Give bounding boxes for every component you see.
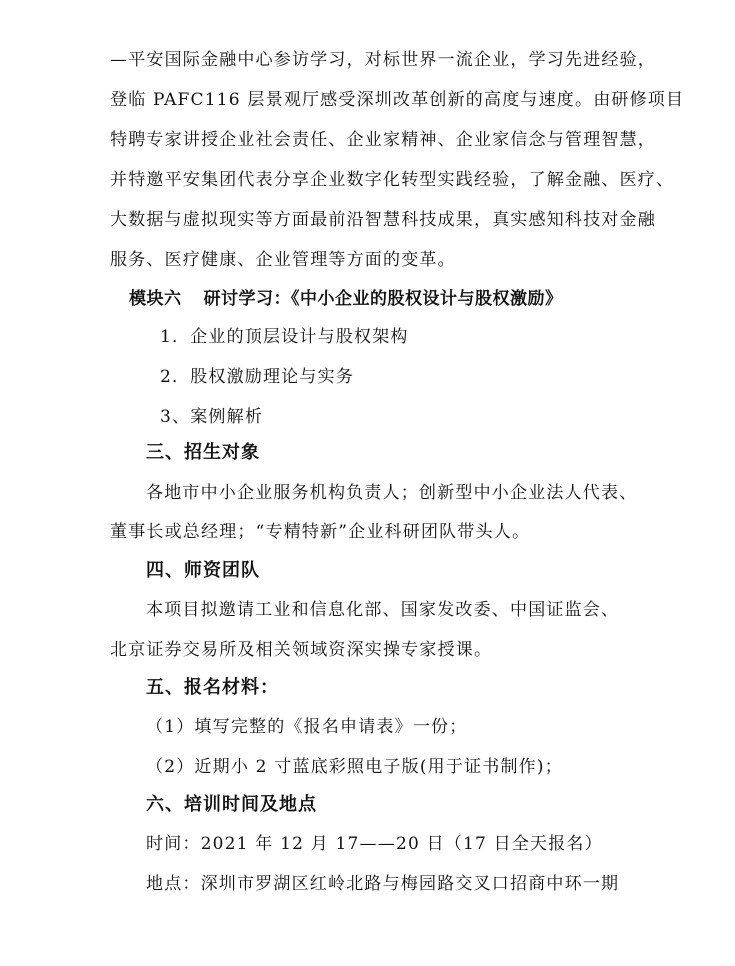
section-3-line-1: 各地市中小企业服务机构负责人；创新型中小企业法人代表、 bbox=[146, 483, 638, 503]
section-5-item-2: （2）近期小 2 寸蓝底彩照电子版(用于证书制作)； bbox=[146, 757, 563, 777]
intro-line-1: —平安国际金融中心参访学习，对标世界一流企业，学习先进经验， bbox=[110, 50, 656, 70]
section-3-heading: 三、招生对象 bbox=[146, 442, 260, 463]
section-4-line-2: 北京证券交易所及相关领域资深实操专家授课。 bbox=[110, 640, 493, 660]
section-4-line-1: 本项目拟邀请工业和信息化部、国家发改委、中国证监会、 bbox=[146, 600, 620, 620]
module-6-label: 模块六 bbox=[129, 289, 182, 309]
training-place: 地点：深圳市罗湖区红岭北路与梅园路交叉口招商中环一期 bbox=[146, 874, 620, 894]
section-6-heading: 六、培训时间及地点 bbox=[146, 794, 317, 815]
module-6-item-2: 2．股权激励理论与实务 bbox=[160, 367, 355, 387]
section-5-heading: 五、报名材料： bbox=[146, 677, 279, 698]
intro-line-5: 大数据与虚拟现实等方面最前沿智慧科技成果，真实感知科技对金融 bbox=[110, 210, 656, 230]
section-3-line-2: 董事长或总经理；“专精特新”企业科研团队带头人。 bbox=[110, 522, 531, 542]
intro-line-3: 特聘专家讲授企业社会责任、企业家精神、企业家信念与管理智慧， bbox=[110, 130, 656, 150]
intro-line-2: 登临 PAFC116 层景观厅感受深圳改革创新的高度与速度。由研修项目 bbox=[110, 90, 685, 110]
module-6-item-3: 3、案例解析 bbox=[160, 407, 264, 427]
module-6-item-1: 1．企业的顶层设计与股权架构 bbox=[160, 327, 409, 347]
module-6-heading bbox=[129, 287, 563, 311]
section-5-item-1: （1）填写完整的《报名申请表》一份； bbox=[146, 717, 468, 737]
section-4-heading: 四、师资团队 bbox=[146, 560, 260, 581]
intro-line-6: 服务、医疗健康、企业管理等方面的变革。 bbox=[110, 250, 456, 270]
intro-line-4: 并特邀平安集团代表分享企业数字化转型实践经验，了解金融、医疗、 bbox=[110, 170, 675, 190]
module-6-title: 研讨学习：《中小企业的股权设计与股权激励》 bbox=[203, 289, 563, 309]
training-time: 时间：2021 年 12 月 17——20 日（17 日全天报名） bbox=[146, 834, 603, 854]
